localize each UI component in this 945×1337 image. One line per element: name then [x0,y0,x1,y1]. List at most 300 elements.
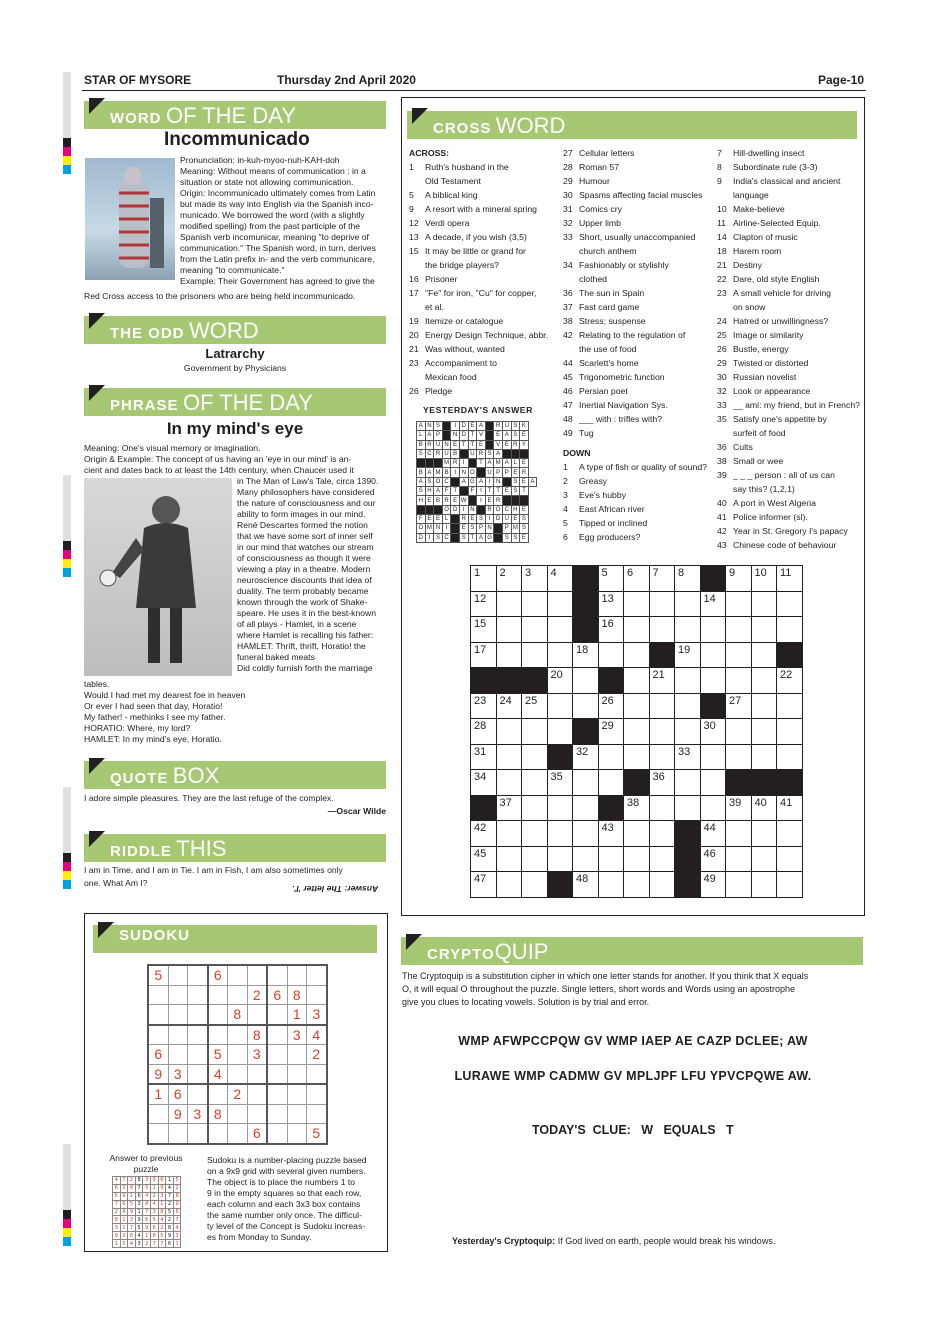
sudoku-cell[interactable] [267,1084,287,1104]
sudoku-cell[interactable] [267,1045,287,1065]
answer-cell: 5 [173,1177,181,1185]
answer-cell: N [485,524,494,533]
crossword-grid[interactable] [470,565,803,898]
answer-cell: 6 [128,1232,136,1240]
black-square [649,642,675,668]
crossword-cell[interactable] [700,744,726,770]
crossword-cell[interactable] [700,617,726,643]
crossword-cell[interactable] [675,617,701,643]
crossword-cell[interactable] [726,642,752,668]
answer-cell: E [451,496,460,505]
sudoku-cell[interactable] [307,1084,327,1104]
crossword-cell[interactable]: 31 [471,744,497,770]
answer-cell: 4 [173,1224,181,1232]
crossword-cell[interactable] [649,795,675,821]
clue-item: say this? (1,2,1) [733,484,795,494]
sudoku-cell[interactable] [148,1025,168,1045]
sudoku-cell[interactable] [228,985,248,1005]
sudoku-cell[interactable] [247,1005,267,1025]
sudoku-cell[interactable] [267,1124,287,1144]
answer-cell: D [494,514,503,523]
sudoku-cell[interactable] [188,965,208,985]
answer-cell: U [502,422,511,431]
crossword-cell[interactable] [598,872,624,898]
answer-cell: H [511,505,520,514]
crossword-cell[interactable] [700,668,726,694]
crossword-cell[interactable] [573,846,599,872]
answer-cell: 2 [113,1208,121,1216]
crossword-cell[interactable] [598,744,624,770]
answer-cell: D [417,533,426,542]
crossword-cell[interactable] [777,617,803,643]
sudoku-cell[interactable] [228,1045,248,1065]
crossword-cell[interactable] [624,872,650,898]
answer-cell: C [425,449,434,458]
answer-cell: 1 [128,1192,136,1200]
sudoku-cell[interactable] [247,965,267,985]
crossword-cell[interactable] [649,846,675,872]
crossword-cell[interactable] [726,846,752,872]
crossword-cell[interactable] [751,821,777,847]
sudoku-cell[interactable] [307,965,327,985]
answer-cell: A [417,422,426,431]
corner-triangle-icon [89,385,105,401]
answer-cell: S [434,533,443,542]
crossword-cell[interactable] [624,846,650,872]
clue-item: the bridge players? [425,260,499,270]
crossword-cell[interactable]: 2 [496,566,522,592]
crossword-cell[interactable]: 35 [547,770,573,796]
crossword-cell[interactable] [751,642,777,668]
crossword-cell[interactable] [522,821,548,847]
answer-cell: 1 [173,1240,181,1248]
crossword-cell[interactable] [522,770,548,796]
crossword-cell[interactable] [547,591,573,617]
answer-cell: 8 [143,1200,151,1208]
crossword-cell[interactable] [598,642,624,668]
crossword-cell[interactable] [522,795,548,821]
answer-cell: 7 [120,1177,128,1185]
crossword-cell[interactable] [700,770,726,796]
clue-item: 25 Image or similarity [717,330,804,340]
answer-cell: G [487,534,492,541]
clue-item: 5 A biblical king [409,190,478,200]
crossword-cell[interactable] [496,872,522,898]
quote-text: I adore simple pleasures. They are the last refuge of the complex. [84,793,334,803]
cryptoquip-clue: TODAY'S CLUE: W EQUALS T [532,1123,734,1137]
answer-cell: V [494,440,503,449]
clue-item: 29 Humour [563,176,610,186]
black-square [547,872,573,898]
sudoku-cell[interactable] [267,1104,287,1124]
answer-cell: B [417,440,426,449]
crossword-cell[interactable] [726,617,752,643]
crossword-cell[interactable] [726,668,752,694]
crossword-cell[interactable] [700,642,726,668]
crossword-cell[interactable]: 30 [700,719,726,745]
sudoku-cell: 2 [228,1084,248,1104]
sudoku-cell[interactable] [188,1025,208,1045]
sudoku-cell[interactable] [287,1045,307,1065]
answer-cell: 9 [158,1184,166,1192]
crossword-cell[interactable]: 44 [700,821,726,847]
crossword-bar: CROSS WORD [407,110,857,139]
answer-cell: 7 [135,1184,143,1192]
crossword-cell[interactable] [547,693,573,719]
crossword-cell[interactable] [598,846,624,872]
crossword-cell[interactable] [624,617,650,643]
sudoku-cell[interactable] [228,1124,248,1144]
answer-cell: D [459,431,468,440]
crossword-cell[interactable] [777,821,803,847]
crossword-cell[interactable] [751,744,777,770]
crossword-cell[interactable] [496,642,522,668]
crossword-cell[interactable]: 39 [726,795,752,821]
sudoku-cell: 8 [287,985,307,1005]
crossword-cell[interactable] [777,693,803,719]
crossword-cell[interactable] [573,668,599,694]
previous-answer-label: Answer to previous puzzle [109,1153,183,1174]
sudoku-cell[interactable] [267,1064,287,1084]
crossword-cell[interactable]: 7 [649,566,675,592]
sudoku-cell: 9 [168,1104,188,1124]
crossword-cell[interactable]: 34 [471,770,497,796]
clue-item: 38 Small or wee [717,456,784,466]
clue-item: 21 Destiny [717,260,762,270]
crossword-cell[interactable]: 29 [598,719,624,745]
sudoku-cell[interactable] [307,985,327,1005]
paper-name: STAR OF MYSORE [84,73,192,87]
sudoku-cell[interactable] [287,1124,307,1144]
sudoku-cell[interactable] [148,1005,168,1025]
crossword-cell[interactable]: 20 [547,668,573,694]
answer-cell: S [511,533,520,542]
clue-item: 6 Egg producers? [563,532,641,542]
crossword-cell[interactable] [624,642,650,668]
black-square [485,440,494,449]
answer-cell: 1 [120,1216,128,1224]
crossword-cell[interactable] [649,744,675,770]
sudoku-cell[interactable] [208,1025,228,1045]
clue-item: language [733,190,769,200]
answer-cell: 3 [158,1192,166,1200]
sudoku-cell[interactable] [247,1104,267,1124]
sudoku-cell[interactable] [168,985,188,1005]
clue-item: 15 It may be little or grand for [409,246,526,256]
crossword-cell[interactable]: 40 [751,795,777,821]
crossword-cell[interactable] [726,744,752,770]
crossword-cell[interactable]: 46 [700,846,726,872]
sudoku-cell[interactable] [208,1005,228,1025]
crossword-cell[interactable] [726,872,752,898]
answer-cell: S [477,514,486,523]
clue-item: 33 __ ami: my friend, but in French? [717,400,860,410]
crossword-cell[interactable]: 21 [649,668,675,694]
crossword-cell[interactable] [726,719,752,745]
crossword-cell[interactable] [751,617,777,643]
crossword-cell[interactable] [649,693,675,719]
crossword-cell[interactable] [496,591,522,617]
answer-cell: O [435,478,441,485]
crossword-cell[interactable] [751,591,777,617]
crossword-cell[interactable] [522,872,548,898]
sudoku-cell[interactable] [287,1104,307,1124]
crossword-cell[interactable]: 42 [471,821,497,847]
crossword-cell[interactable] [624,821,650,847]
answer-cell: I [485,477,494,486]
crossword-cell[interactable] [547,617,573,643]
sudoku-cell[interactable] [228,1064,248,1084]
crossword-cell[interactable] [522,617,548,643]
crossword-cell[interactable]: 13 [598,591,624,617]
crossword-cell[interactable] [777,719,803,745]
crossword-cell[interactable] [649,719,675,745]
sudoku-cell[interactable] [148,1124,168,1144]
sudoku-cell[interactable] [148,1104,168,1124]
crossword-cell[interactable] [547,846,573,872]
crossword-cell[interactable] [700,795,726,821]
sudoku-cell[interactable] [188,1045,208,1065]
crossword-cell[interactable]: 24 [496,693,522,719]
crossword-cell[interactable]: 26 [598,693,624,719]
crossword-cell[interactable] [675,770,701,796]
crossword-cell[interactable]: 18 [573,642,599,668]
crossword-cell[interactable] [726,821,752,847]
answer-cell: 8 [135,1177,143,1185]
crossword-cell[interactable] [496,719,522,745]
crossword-cell[interactable] [547,719,573,745]
sudoku-cell[interactable] [168,1045,188,1065]
crossword-cell[interactable]: 33 [675,744,701,770]
crossword-cell[interactable]: 27 [726,693,752,719]
crossword-cell[interactable]: 32 [573,744,599,770]
crossword-cell[interactable]: 45 [471,846,497,872]
crossword-cell[interactable]: 25 [522,693,548,719]
sudoku-cell[interactable] [247,1064,267,1084]
crossword-cell[interactable] [777,744,803,770]
sudoku-cell[interactable] [267,1005,287,1025]
sudoku-cell[interactable] [188,985,208,1005]
answer-cell: 4 [128,1240,136,1248]
clue-item: 18 Harem room [717,246,782,256]
sudoku-cell: 9 [148,1064,168,1084]
answer-cell: I [477,487,486,496]
crossword-cell[interactable]: 14 [700,591,726,617]
answer-cell: 6 [135,1192,143,1200]
crossword-cell[interactable] [522,744,548,770]
crossword-cell[interactable] [522,719,548,745]
crossword-cell[interactable]: 3 [522,566,548,592]
crossword-cell[interactable] [496,617,522,643]
crossword-cell[interactable]: 43 [598,821,624,847]
crossword-cell[interactable]: 10 [751,566,777,592]
answer-cell: E [520,477,529,486]
black-square [520,449,529,458]
crossword-cell[interactable]: 8 [675,566,701,592]
sudoku-cell[interactable] [287,1064,307,1084]
clue-item: 47 Inertial Navigation Sys. [563,400,668,410]
crossword-cell[interactable] [726,591,752,617]
sudoku-cell[interactable] [307,1104,327,1124]
crossword-cell[interactable] [777,591,803,617]
crossword-cell[interactable] [522,846,548,872]
crossword-cell[interactable] [751,872,777,898]
crossword-cell[interactable] [624,719,650,745]
crossword-cell[interactable] [496,744,522,770]
sudoku-cell[interactable] [267,965,287,985]
crossword-cell[interactable] [751,668,777,694]
crossword-cell[interactable]: 11 [777,566,803,592]
crossword-cell[interactable] [649,591,675,617]
black-square [425,459,434,468]
crossword-cell[interactable] [598,770,624,796]
crossword-cell[interactable] [573,770,599,796]
sudoku-cell: 6 [267,985,287,1005]
crossword-cell[interactable]: 15 [471,617,497,643]
sudoku-cell[interactable] [228,1025,248,1045]
cryptoquip-line-1: WMP AFWPCCPQW GV WMP IAEP AE CAZP DCLEE; AW [458,1034,808,1048]
crossword-cell[interactable]: 12 [471,591,497,617]
crossword-cell[interactable] [522,642,548,668]
crossword-cell[interactable]: 22 [777,668,803,694]
answer-cell: M [495,460,501,467]
crossword-cell[interactable] [649,617,675,643]
sudoku-cell[interactable] [168,1124,188,1144]
answer-cell: L [511,459,520,468]
crossword-cell[interactable] [751,693,777,719]
answer-cell: 6 [113,1184,121,1192]
crossword-cell[interactable]: 28 [471,719,497,745]
answer-cell: F [442,487,451,496]
answer-cell: 4 [120,1208,128,1216]
sudoku-cell[interactable] [247,1084,267,1104]
black-square [485,422,494,431]
crossword-cell[interactable] [624,668,650,694]
answer-cell: E [477,440,486,449]
crossword-cell[interactable]: 16 [598,617,624,643]
crossword-cell[interactable]: 47 [471,872,497,898]
black-square [675,872,701,898]
crossword-cell[interactable]: 9 [726,566,752,592]
crossword-cell[interactable] [547,642,573,668]
crossword-cell[interactable] [675,668,701,694]
crossword-cell[interactable] [547,821,573,847]
crossword-cell[interactable] [675,693,701,719]
sudoku-cell[interactable] [188,1124,208,1144]
crossword-cell[interactable] [649,872,675,898]
sudoku-cell[interactable] [188,1084,208,1104]
black-square [442,422,451,431]
crossword-cell[interactable]: 37 [496,795,522,821]
answer-cell: C [442,477,451,486]
black-square [547,744,573,770]
sudoku-cell[interactable] [188,1064,208,1084]
crossword-cell[interactable] [624,591,650,617]
clue-item: 23 A small vehicle for driving [717,288,832,298]
sudoku-cell[interactable] [307,1064,327,1084]
word-of-day-body: Pronunciation: in-kuh-myoo-nuh-KAH-doh Meaning: Without means of communication : in a situation or state not allowing communication. Origin: Incommunicado ultimately comes from Latin but made its way into English via the Spanish inco- municado. We borrowed the word (with a slightly modified spelling) from the past participle of the Spanish verb incomunicar, meaning "to deprive of communication." The Spanish word, in turn, derives from the Latin prefix in- and the verb communicare, meaning "to communicate." Example: Their Government has agreed to give the [180,155,376,286]
crossword-cell[interactable]: 41 [777,795,803,821]
sudoku-cell[interactable] [267,1025,287,1045]
crossword-cell[interactable] [522,591,548,617]
answer-cell: A [434,487,443,496]
clue-item: 11 Airline-Selected Equip. [717,218,821,228]
crossword-cell[interactable] [649,821,675,847]
corner-triangle-icon [406,934,422,950]
sudoku-grid [147,964,328,1145]
crossword-cell[interactable]: 38 [624,795,650,821]
crossword-cell[interactable]: 49 [700,872,726,898]
sudoku-cell: 5 [307,1124,327,1144]
sudoku-cell[interactable] [208,1124,228,1144]
sudoku-cell[interactable] [168,1025,188,1045]
sudoku-cell[interactable] [208,1084,228,1104]
crossword-cell[interactable] [573,821,599,847]
crossword-cell[interactable]: 17 [471,642,497,668]
crossword-cell[interactable] [573,795,599,821]
crossword-cell[interactable]: 19 [675,642,701,668]
crossword-cell[interactable] [777,872,803,898]
sudoku-cell[interactable] [287,1084,307,1104]
crossword-cell[interactable] [547,795,573,821]
answer-cell: E [425,514,434,523]
sudoku-cell[interactable] [168,1005,188,1025]
sudoku-cell[interactable] [228,1104,248,1124]
answer-cell: A [459,477,468,486]
crossword-cell[interactable] [675,795,701,821]
crossword-cell[interactable]: 23 [471,693,497,719]
crossword-cell[interactable] [751,719,777,745]
cryptoquip-intro: The Cryptoquip is a substitution cipher in which one letter stands for another. If you think that X equals O, it will equal O throughout the puzzle. Single letters, short words and Words using an apostrophe give you clues to locating vowels. Solution is by trial and error. [402,971,809,1007]
answer-cell: R [511,440,520,449]
crossword-cell[interactable]: 4 [547,566,573,592]
sudoku-cell[interactable] [208,985,228,1005]
sudoku-cell[interactable] [287,965,307,985]
crossword-cell[interactable]: 48 [573,872,599,898]
crossword-cell[interactable] [624,744,650,770]
quote-box-bar: QUOTE BOX [84,760,386,789]
sudoku-cell[interactable] [188,1005,208,1025]
crossword-cell[interactable] [496,770,522,796]
crossword-cell[interactable]: 36 [649,770,675,796]
answer-cell: B [434,496,443,505]
answer-cell: 1 [166,1177,174,1185]
crossword-cell[interactable] [496,821,522,847]
crossword-cell[interactable] [675,719,701,745]
crossword-cell[interactable] [777,846,803,872]
answer-cell: F [468,487,477,496]
crossword-cell[interactable]: 1 [471,566,497,592]
crossword-cell[interactable] [624,693,650,719]
black-square [777,642,803,668]
answer-cell: S [520,514,529,523]
crossword-cell[interactable]: 6 [624,566,650,592]
clue-item: 4 East African river [563,504,645,514]
answer-cell: F [417,514,426,523]
sudoku-cell[interactable] [228,965,248,985]
sudoku-cell[interactable] [148,985,168,1005]
clue-item: surfeit of food [733,428,786,438]
crossword-cell[interactable]: 5 [598,566,624,592]
crossword-cell[interactable] [751,846,777,872]
crossword-cell[interactable] [496,846,522,872]
black-square [434,505,443,514]
sudoku-cell: 6 [247,1124,267,1144]
answer-cell: O [495,506,501,513]
sudoku-cell[interactable] [168,965,188,985]
crossword-cell[interactable] [675,591,701,617]
crossword-cell[interactable] [573,693,599,719]
